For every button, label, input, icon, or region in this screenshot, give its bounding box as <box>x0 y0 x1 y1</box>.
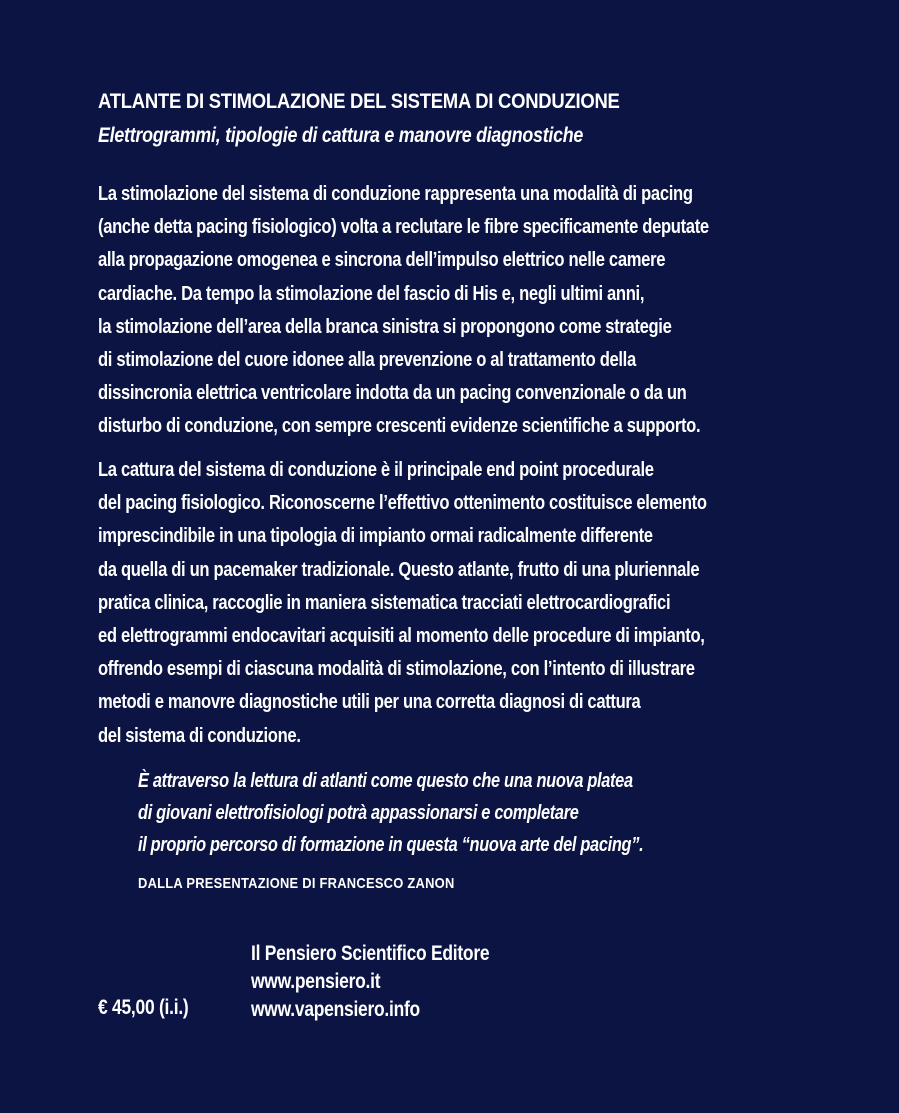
paragraph-line: disturbo di conduzione, con sempre crescenti evidenze scientifiche a supporto. <box>98 415 701 438</box>
paragraph-line: imprescindibile in una tipologia di impianto ormai radicalmente differente <box>98 525 653 548</box>
paragraph-line: di stimolazione del cuore idonee alla prevenzione o al trattamento della <box>98 349 636 372</box>
paragraph-line: La stimolazione del sistema di conduzione rappresenta una modalità di pacing <box>98 183 693 205</box>
quote-line: di giovani elettrofisiologi potrà appassionarsi e completare <box>138 802 579 824</box>
paragraph-line: metodi e manovre diagnostiche utili per una corretta diagnosi di cattura <box>98 691 641 714</box>
description-paragraph-1 <box>98 178 709 444</box>
paragraph-line: La cattura del sistema di conduzione è il principale end point procedurale <box>98 459 654 481</box>
publisher-website-1: www.pensiero.it <box>251 970 381 993</box>
price-label: € 45,00 (i.i.) <box>98 996 189 1019</box>
paragraph-line: dissincronia elettrica ventricolare indotta da un pacing convenzionale o da un <box>98 382 687 405</box>
presentation-quote <box>138 765 643 861</box>
book-subtitle: Elettrogrammi, tipologie di cattura e manovre diagnostiche <box>98 124 584 147</box>
paragraph-line: (anche detta pacing fisiologico) volta a reclutare le fibre specificamente deputate <box>98 216 709 239</box>
paragraph-line: da quella di un pacemaker tradizionale. Questo atlante, frutto di una pluriennale <box>98 558 700 581</box>
quote-line: il proprio percorso di formazione in questa “nuova arte del pacing”. <box>138 834 644 856</box>
publisher-block <box>251 940 489 1024</box>
paragraph-line: pratica clinica, raccoglie in maniera sistematica tracciati elettrocardiografici <box>98 591 671 614</box>
paragraph-line: cardiache. Da tempo la stimolazione del fascio di His e, negli ultimi anni, <box>98 282 645 305</box>
paragraph-line: del pacing fisiologico. Riconoscerne l’effettivo ottenimento costituisce elemento <box>98 492 707 515</box>
publisher-name: Il Pensiero Scientifico Editore <box>251 942 490 965</box>
paragraph-line: la stimolazione dell’area della branca sinistra si propongono come strategie <box>98 315 672 338</box>
paragraph-line: alla propagazione omogenea e sincrona dell’impulso elettrico nelle camere <box>98 249 666 272</box>
paragraph-line: del sistema di conduzione. <box>98 724 301 747</box>
quote-attribution: DALLA PRESENTAZIONE DI FRANCESCO ZANON <box>138 875 455 892</box>
book-title: ATLANTE DI STIMOLAZIONE DEL SISTEMA DI CONDUZIONE <box>98 90 620 113</box>
paragraph-line: offrendo esempi di ciascuna modalità di stimolazione, con l’intento di illustrare <box>98 658 695 681</box>
paragraph-line: ed elettrogrammi endocavitari acquisiti al momento delle procedure di impianto, <box>98 625 705 648</box>
description-paragraph-2 <box>98 454 707 753</box>
publisher-website-2: www.vapensiero.info <box>251 998 420 1021</box>
quote-line: È attraverso la lettura di atlanti come questo che una nuova platea <box>138 770 633 792</box>
